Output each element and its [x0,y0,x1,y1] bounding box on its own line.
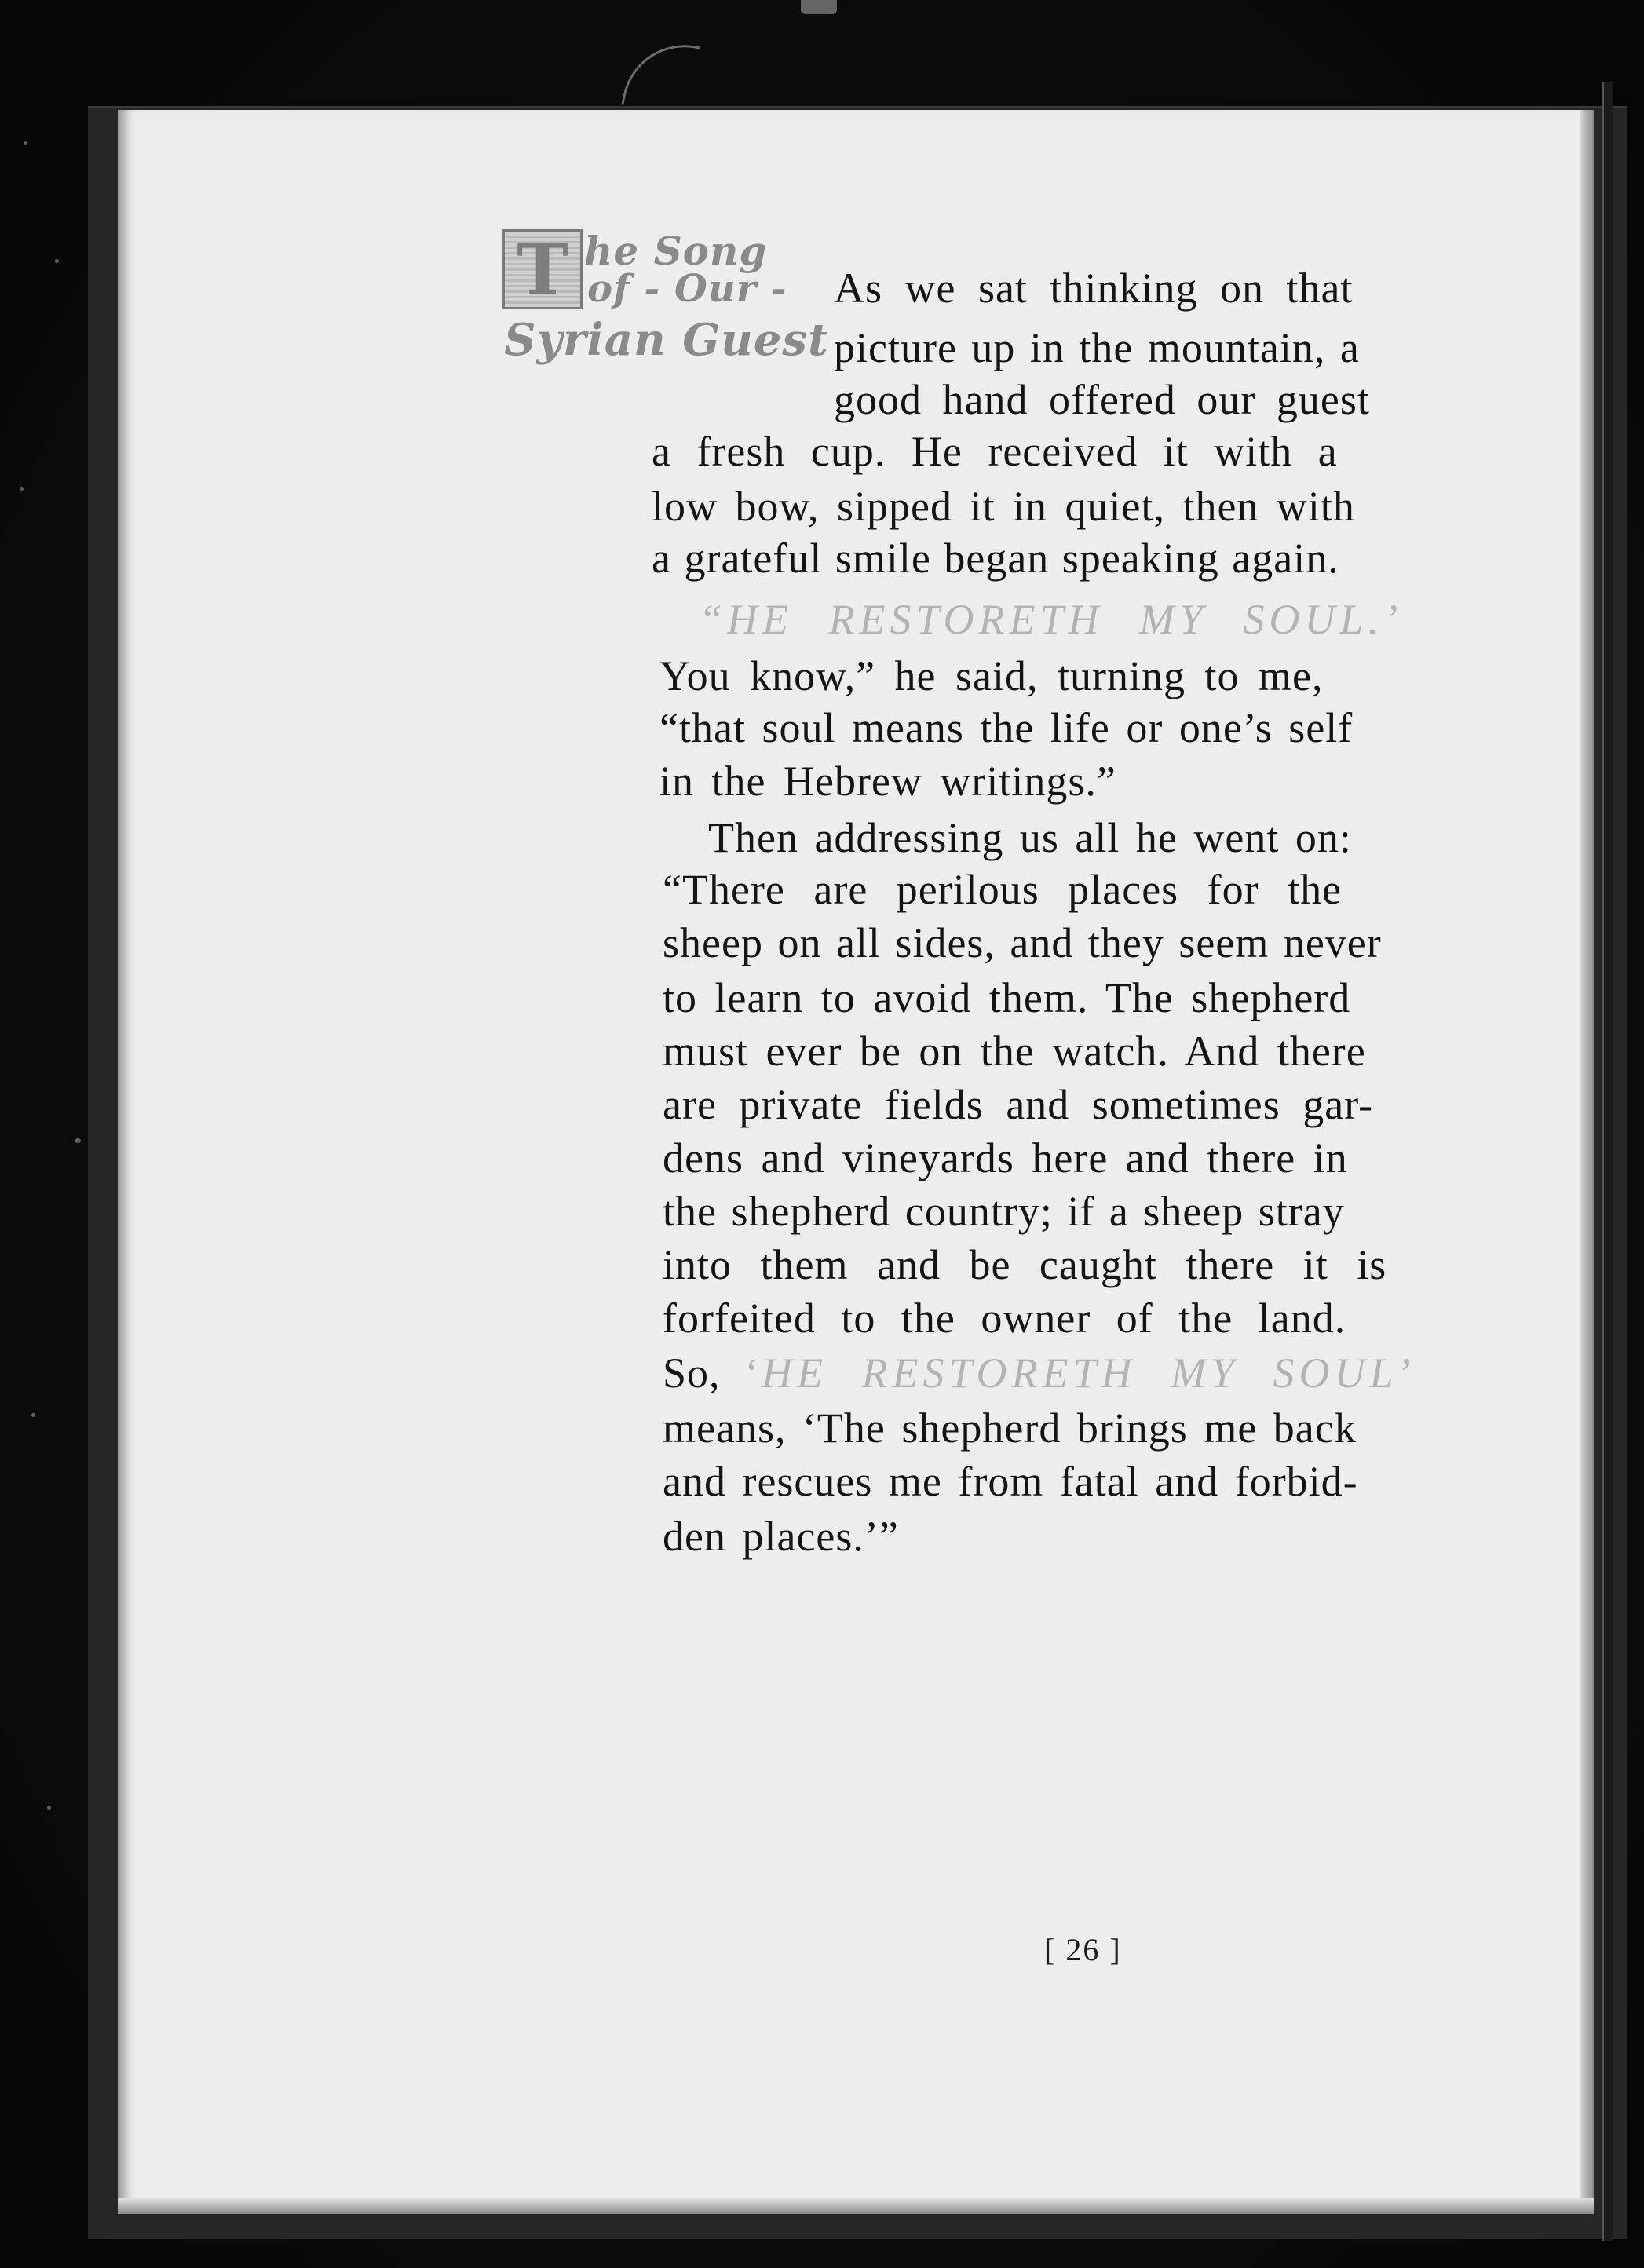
text-line: means, ‘The shepherd brings me back [663,1404,1357,1452]
text-line: Then addressing us all he went on: [708,814,1352,861]
text-line: You know,” he said, turning to me, [659,652,1324,699]
so-prefix: So, [663,1349,721,1397]
drop-cap-initial: T [502,229,583,309]
text-line: forfeited to the owner of the land. [663,1295,1346,1342]
text-line: dens and vineyards here and there in [663,1134,1348,1181]
text-line [663,1349,1416,1397]
text-line: good hand offered our guest [834,376,1370,423]
faded-quote: “HE RESTORETH MY SOUL.’ [699,596,1403,643]
text-line: As we sat thinking on that [834,265,1354,312]
text-line: “There are perilous places for the [663,866,1343,913]
text-line: the shepherd country; if a sheep stray [663,1188,1345,1235]
page-number: [ 26 ] [1044,1932,1122,1967]
faded-quote: ‘HE RESTORETH MY SOUL’ [743,1349,1416,1397]
text-line: a fresh cup. He received it with a [652,428,1338,475]
title-line-3: Syrian Guest [504,314,829,366]
text-line: a grateful smile began speaking again. [652,535,1339,582]
text-line: into them and be caught there it is [663,1241,1387,1288]
text-line: to learn to avoid them. The shepherd [663,974,1351,1021]
text-line: low bow, sipped it in quiet, then with [652,483,1355,530]
text-line: and rescues me from fatal and forbid- [663,1458,1358,1505]
text-line: in the Hebrew writings.” [659,758,1116,805]
text-line: sheep on all sides, and they seem never [663,919,1382,966]
text-line: must ever be on the watch. And there [663,1028,1366,1075]
text-line: “that soul means the life or one’s self [659,704,1354,751]
text-line: den places.’” [663,1513,899,1560]
text-line: are private fields and sometimes gar- [663,1081,1374,1128]
title-line-1: he Song [584,228,768,274]
text-line: picture up in the mountain, a [834,324,1360,371]
title-line-2: of - Our - [587,267,787,311]
